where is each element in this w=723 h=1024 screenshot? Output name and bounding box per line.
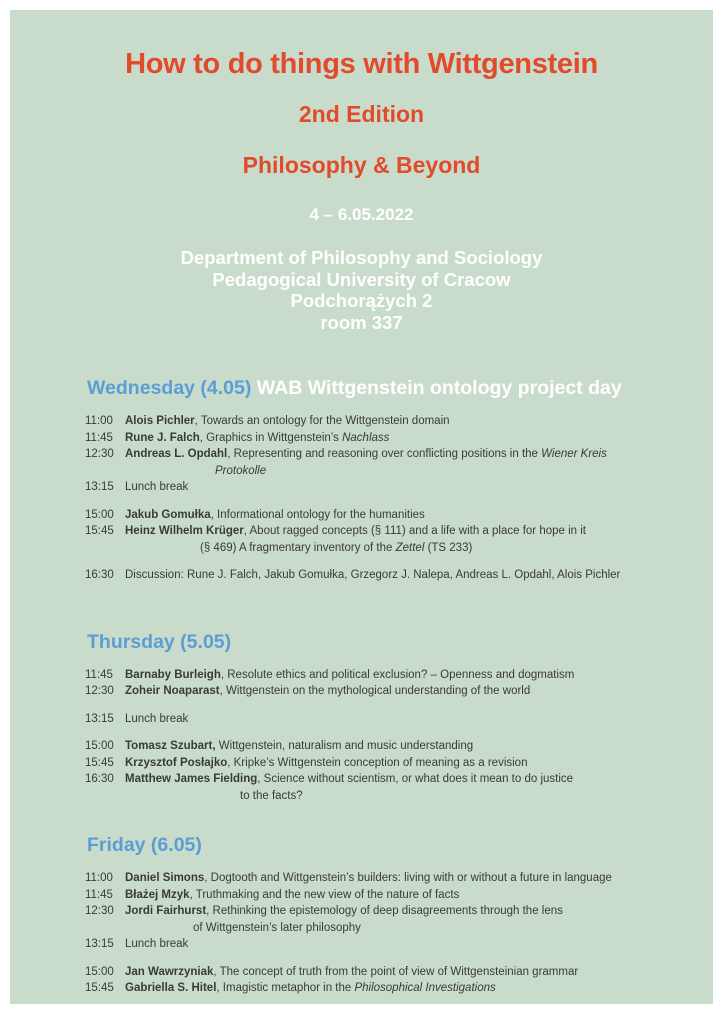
talk-text: of Wittgenstein’s later philosophy [193,921,361,934]
time-label: 16:30 [85,773,114,785]
time-label: 13:15 [85,712,114,725]
talk-entry [125,507,699,524]
talk-text: (§ 469) A fragmentary inventory of the [200,541,396,554]
talk-entry [125,903,699,920]
conference-poster [10,10,713,1004]
time-label: 11:45 [85,668,113,681]
schedule-row [10,711,713,728]
schedule-row [10,523,713,540]
speaker-name: Krzysztof Posłajko [125,756,228,769]
days-container [10,377,713,997]
schedule-row [10,683,713,700]
schedule-row-continuation [10,920,713,937]
schedule-row-continuation [10,788,713,805]
talk-text: , Resolute ethics and political exclusion? – Openness and dogmatism [220,668,575,681]
schedule-row [10,567,713,584]
schedule-row [10,980,713,997]
poster-title: How to do things with Wittgenstein [125,48,598,80]
schedule-row [10,413,713,430]
speaker-name: Jakub Gomułka [125,508,211,521]
talk-text: , About ragged concepts (§ 111) and a life with a place for hope in it [243,525,586,537]
poster-subtitle: Philosophy & Beyond [242,152,481,178]
italic-title: Zettel [395,541,425,554]
talk-entry [125,540,699,557]
speaker-name: Gabriella S. Hitel [125,982,217,994]
talk-entry [125,771,699,788]
schedule-row [10,430,713,447]
spacer [10,953,713,964]
talk-entry [125,788,699,805]
time-label: 11:00 [85,872,113,884]
italic-title: Protokolle [215,464,267,477]
talk-entry [125,523,699,540]
time-label: 15:00 [85,740,114,752]
schedule-row [10,964,713,981]
schedule-row-continuation [10,540,713,557]
talk-entry [125,980,699,997]
talk-entry [125,711,699,728]
talk-text: , Truthmaking and the new view of the nature of facts [189,888,460,901]
talk-text: Wittgenstein, naturalism and music understanding [215,740,474,752]
talk-text: to the facts? [240,789,303,802]
talk-entry [125,446,699,463]
schedule-row [10,667,713,684]
day-section [10,631,713,805]
venue-block [10,247,713,333]
talk-text: , Science without scientism, or what does it mean to do justice [257,773,574,785]
schedule-rows [10,413,713,584]
talk-entry [125,755,699,772]
day-section [10,377,713,584]
talk-text: , Informational ontology for the humanities [210,508,425,521]
talk-text: , Kripke’s Wittgenstein conception of meaning as a revision [227,756,528,769]
talk-entry [125,936,699,953]
talk-entry [125,479,699,496]
schedule-rows [10,667,713,805]
speaker-name: Barnaby Burleigh [125,668,221,681]
talk-entry [125,667,699,684]
talk-entry [125,567,699,584]
poster-edition: 2nd Edition [298,101,425,127]
time-label: 15:00 [85,965,114,978]
spacer [10,727,713,738]
day-heading [10,377,713,399]
talk-text: , Graphics in Wittgenstein’s [199,431,343,444]
talk-text: Discussion: Rune J. Falch, Jakub Gomułka, Grzegorz J. Nalepa, Andreas L. Opdahl, Alois Pichler [125,569,621,581]
time-label: 12:30 [85,905,114,917]
time-label: 12:30 [85,685,114,697]
speaker-name: Jordi Fairhurst [125,905,207,917]
speaker-name: Daniel Simons [125,872,205,884]
day-heading [10,834,713,856]
talk-text: Lunch break [125,481,189,493]
talk-text: Lunch break [125,938,189,950]
talk-entry [125,870,699,887]
day-section [10,834,713,997]
time-label: 11:45 [85,888,113,901]
poster-dates: 4 – 6.05.2022 [309,205,414,224]
talk-text: , Imagistic metaphor in the [216,982,355,994]
schedule-row [10,771,713,788]
speaker-name: Jan Wawrzyniak [125,965,214,978]
talk-text: , Rethinking the epistemology of deep disagreements through the lens [206,905,563,917]
talk-text: , Dogtooth and Wittgenstein’s builders: living with or without a future in language [204,872,612,884]
talk-text: Lunch break [125,712,189,725]
venue-line: Department of Philosophy and Sociology [180,247,543,268]
speaker-name: Matthew James Fielding [125,773,258,785]
time-label: 15:45 [85,756,114,769]
time-label: 11:45 [85,431,113,444]
talk-entry [125,683,699,700]
talk-text: , Wittgenstein on the mythological understanding of the world [219,685,531,697]
schedule-row [10,887,713,904]
spacer [10,700,713,711]
italic-title: Nachlass [342,431,390,444]
talk-text: , Towards an ontology for the Wittgenstein domain [194,415,450,427]
schedule-row [10,755,713,772]
day-heading [10,631,713,653]
talk-entry [125,413,699,430]
schedule-row [10,479,713,496]
spacer [10,496,713,507]
schedule-row [10,903,713,920]
schedule-row [10,870,713,887]
time-label: 15:45 [85,525,114,537]
time-label: 16:30 [85,569,114,581]
speaker-name: Rune J. Falch [125,431,200,444]
time-label: 13:15 [85,938,114,950]
venue-line: room 337 [320,311,403,333]
talk-entry [125,964,699,981]
talk-text: , Representing and reasoning over conflicting positions in the [227,448,542,460]
schedule-row [10,738,713,755]
talk-entry [125,887,699,904]
italic-title: Philosophical Investigations [354,982,496,994]
time-label: 12:30 [85,448,114,460]
speaker-name: Andreas L. Opdahl [125,448,228,460]
talk-text: (TS 233) [424,541,473,554]
speaker-name: Alois Pichler [125,415,195,427]
schedule-row [10,936,713,953]
talk-entry [125,920,699,937]
schedule-rows [10,870,713,997]
time-label: 15:00 [85,508,114,521]
spacer [10,556,713,567]
speaker-name: Heinz Wilhelm Krüger [125,525,244,537]
speaker-name: Błażej Mzyk [125,888,190,901]
day-name: Thursday (5.05) [87,630,232,653]
schedule-row [10,507,713,524]
talk-entry [125,430,699,447]
time-label: 13:15 [85,481,114,493]
day-name: Friday (6.05) [87,834,202,856]
talk-entry [125,463,699,480]
time-label: 15:45 [85,982,114,994]
day-suffix: WAB Wittgenstein ontology project day [251,377,622,399]
time-label: 11:00 [85,415,113,427]
venue-line: Podchorążych 2 [290,290,433,311]
venue-line: Pedagogical University of Cracow [212,268,511,290]
day-name: Wednesday (4.05) [87,377,252,399]
talk-text: , The concept of truth from the point of view of Wittgensteinian grammar [213,965,579,978]
talk-entry [125,738,699,755]
speaker-name: Zoheir Noaparast [125,685,220,697]
schedule-row [10,446,713,463]
schedule-row-continuation [10,463,713,480]
speaker-name: Tomasz Szubart, [125,740,216,752]
italic-title: Wiener Kreis [541,448,607,460]
